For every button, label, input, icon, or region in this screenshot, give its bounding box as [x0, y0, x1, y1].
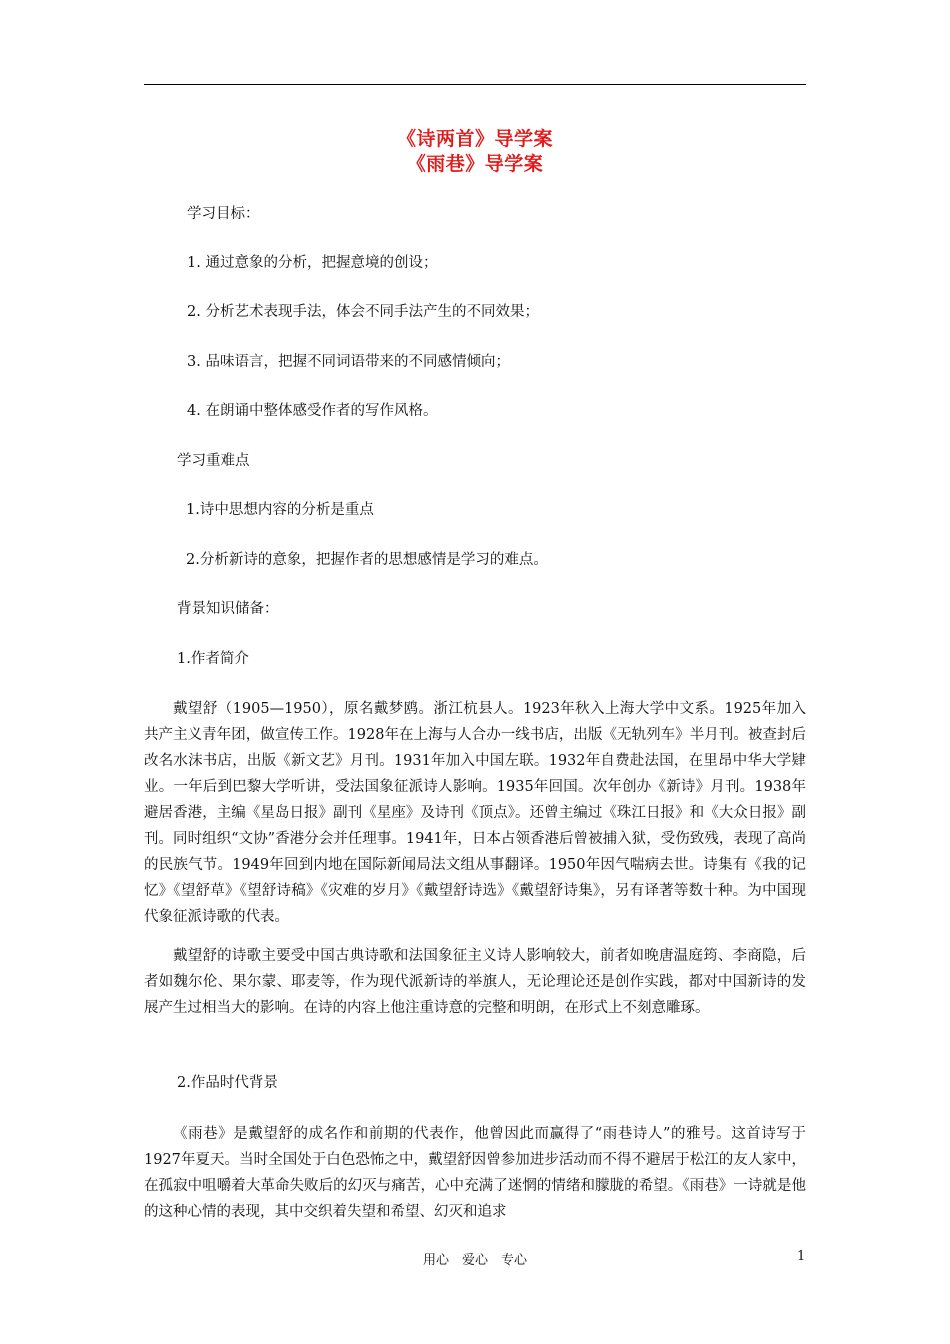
objective-item-1: 1. 通过意象的分析，把握意境的创设； — [187, 255, 438, 271]
objective-item-2: 2. 分析艺术表现手法，体会不同手法产生的不同效果； — [187, 304, 539, 320]
document-title: 《诗两首》导学案 — [396, 128, 553, 150]
author-intro-heading: 1.作者简介 — [177, 651, 249, 667]
footer-motto: 用心 爱心 专心 — [422, 1253, 527, 1268]
objective-item-4: 4. 在朗诵中整体感受作者的写作风格。 — [187, 403, 438, 419]
era-background-paragraph: 《雨巷》是戴望舒的成名作和前期的代表作，他曾因此而赢得了“雨巷诗人”的雅号。这首诗写于1927年夏天。当时全国处于白色恐怖之中，戴望舒因曾参加进步活动而不得不避居于松江的友人家中，在孤寂中咀嚼着大革命失败后的幻灭与痛苦，心中充满了迷惘的情绪和朦胧的希望。《雨巷》一诗就是他的这种心情的表现，其中交织着失望和希望、幻灭和追求 — [144, 1126, 806, 1220]
document-subtitle: 《雨巷》导学案 — [406, 153, 544, 175]
key-point-item-2: 2.分析新诗的意象，把握作者的思想感情是学习的难点。 — [186, 552, 548, 568]
background-heading: 背景知识储备： — [177, 601, 279, 617]
objectives-heading: 学习目标： — [187, 206, 260, 222]
author-style-paragraph: 戴望舒的诗歌主要受中国古典诗歌和法国象征主义诗人影响较大，前者如晚唐温庭筠、李商隐，后者如魏尔伦、果尔蒙、耶麦等，作为现代派新诗的举旗人，无论理论还是创作实践，都对中国新诗的发展产生过相当大的影响。在诗的内容上他注重诗意的完整和明朗，在形式上不刻意雕琢。 — [144, 948, 806, 1016]
key-point-item-1: 1.诗中思想内容的分析是重点 — [186, 502, 374, 518]
era-background-heading: 2.作品时代背景 — [177, 1075, 278, 1091]
page-number: 1 — [797, 1249, 806, 1264]
header-rule — [144, 84, 806, 85]
author-bio-paragraph: 戴望舒（1905—1950），原名戴梦鸥。浙江杭县人。1923年秋入上海大学中文系。1925年加入共产主义青年团，做宣传工作。1928年在上海与人合办一线书店，出版《无轨列车》半月刊。被查封后改名水沫书店，出版《新文艺》月刊。1931年加入中国左联。1932年自费赴法国，在里昂中华大学肄业。一年后到巴黎大学听讲，受法国象征派诗人影响。1935年回国。次年创办《新诗》月刊。1938年避居香港，主编《星岛日报》副刊《星座》及诗刊《顶点》。还曾主编过《珠江日报》和《大众日报》副刊。同时组织“文协”香港分会并任理事。1941年，日本占领香港后曾被捕入狱，受伤致残，表现了高尚的民族气节。1949年回到内地在国际新闻局法文组从事翻译。1950年因气喘病去世。诗集有《我的记忆》《望舒草》《望舒诗稿》《灾难的岁月》《戴望舒诗选》《戴望舒诗集》，另有译著等数十种。为中国现代象征派诗歌的代表。 — [144, 701, 806, 925]
objective-item-3: 3. 品味语言，把握不同词语带来的不同感情倾向； — [187, 354, 510, 370]
key-points-heading: 学习重难点 — [177, 453, 250, 469]
